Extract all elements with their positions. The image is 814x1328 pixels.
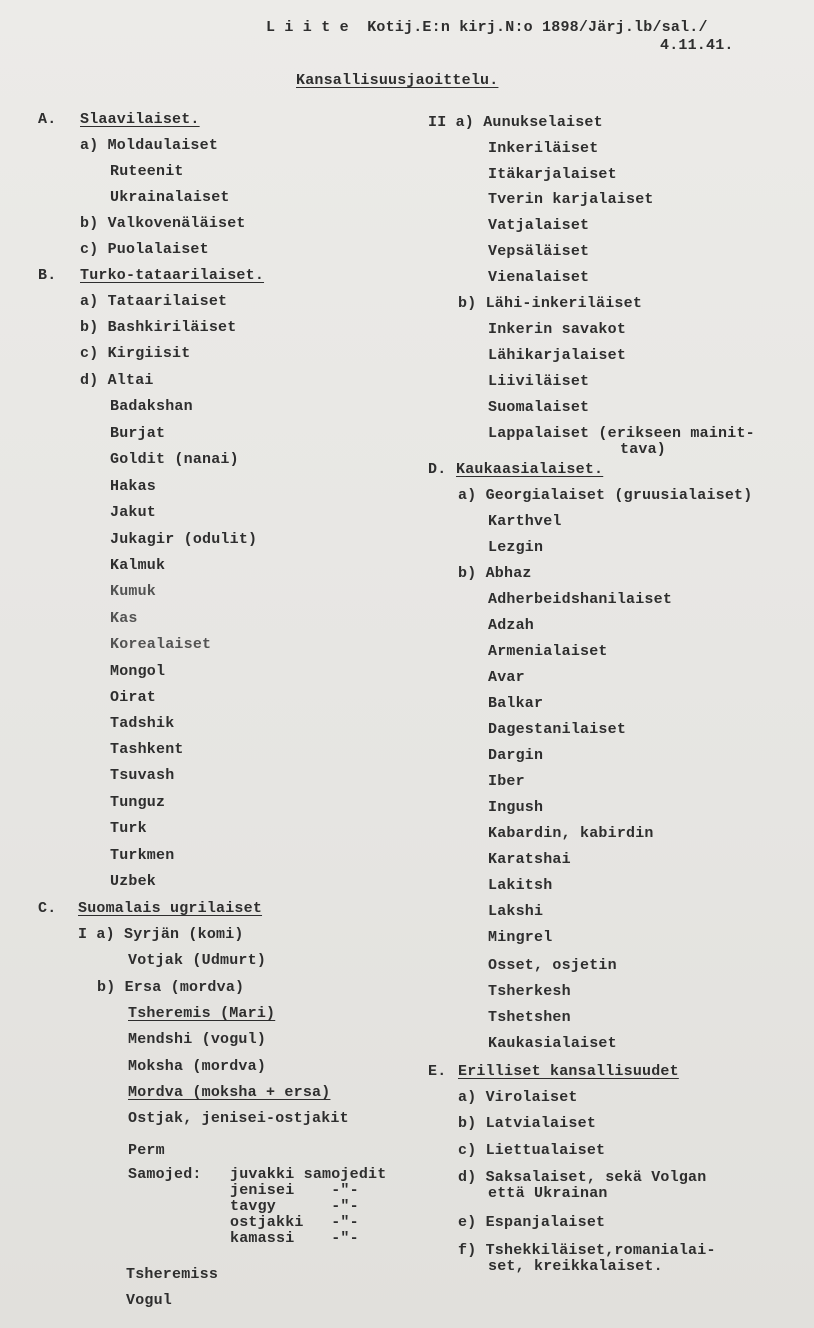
list-item: Dagestanilaiset (488, 721, 627, 738)
list-item: Adzah (488, 617, 535, 634)
list-item: Goldit (nanai) (110, 451, 239, 468)
samojed-subitem: jenisei -"- (230, 1182, 359, 1199)
list-item: Jukagir (odulit) (110, 531, 258, 548)
reference-line: L i i t e Kotij.E:n kirj.N:o 1898/Järj.lb/sal./ (266, 19, 708, 36)
list-item: Suomalaiset (488, 399, 590, 416)
list-item: Lakitsh (488, 877, 553, 894)
list-item: Vogul (126, 1292, 173, 1309)
list-item: b) Abhaz (458, 565, 532, 582)
list-item: Tunguz (110, 794, 166, 811)
list-item: Armenialaiset (488, 643, 608, 660)
list-item: Kumuk (110, 583, 157, 600)
samojed-subitem: juvakki samojedit (230, 1166, 387, 1183)
list-item: Tsherkesh (488, 983, 571, 1000)
list-item: Tsheremis (Mari) (128, 1005, 276, 1022)
list-item: Hakas (110, 478, 157, 495)
list-item: Avar (488, 669, 525, 686)
section-letter-e: E. (428, 1063, 447, 1080)
samojed-subitem: kamassi -"- (230, 1230, 359, 1247)
list-item: Ruteenit (110, 163, 184, 180)
list-item: Adherbeidshanilaiset (488, 591, 673, 608)
section-title-c: Suomalais ugrilaiset (78, 900, 263, 917)
list-item: Tverin karjalaiset (488, 191, 654, 208)
list-item: Ostjak, jenisei-ostjakit (128, 1110, 349, 1127)
list-item: I a) Syrjän (komi) (78, 926, 244, 943)
section-title-b: Turko-tataarilaiset. (80, 267, 265, 284)
list-item: Uzbek (110, 873, 157, 890)
list-item: Lakshi (488, 903, 544, 920)
list-item: Perm (128, 1142, 165, 1159)
list-item-continuation: set, kreikkalaiset. (488, 1258, 663, 1275)
list-item: Ingush (488, 799, 544, 816)
list-item: Osset, osjetin (488, 957, 617, 974)
list-item: b) Latvialaiset (458, 1115, 597, 1132)
list-item: c) Liettualaiset (458, 1142, 606, 1159)
list-item: Iber (488, 773, 525, 790)
list-item: Moksha (mordva) (128, 1058, 267, 1075)
list-item: c) Puolalaiset (80, 241, 209, 258)
list-item: Votjak (Udmurt) (128, 952, 267, 969)
section-letter-d: D. (428, 461, 447, 478)
samojed-subitem: ostjakki -"- (230, 1214, 359, 1231)
list-item: Vienalaiset (488, 269, 590, 286)
list-item: Lähikarjalaiset (488, 347, 627, 364)
list-item: Vepsäläiset (488, 243, 590, 260)
list-item: a) Georgialaiset (gruusialaiset) (458, 487, 753, 504)
list-item: Tadshik (110, 715, 175, 732)
list-item: Kalmuk (110, 557, 166, 574)
list-item: Mordva (moksha + ersa) (128, 1084, 331, 1101)
reference-date: 4.11.41. (660, 37, 734, 54)
list-item-continuation: tava) (620, 441, 667, 458)
list-item: b) Lähi-inkeriläiset (458, 295, 643, 312)
list-item: Tashkent (110, 741, 184, 758)
list-item: b) Ersa (mordva) (97, 979, 245, 996)
list-item: Turkmen (110, 847, 175, 864)
list-item: Mingrel (488, 929, 553, 946)
list-item: a) Virolaiset (458, 1089, 578, 1106)
list-item: Mendshi (vogul) (128, 1031, 267, 1048)
samojed-label: Samojed: (128, 1166, 202, 1183)
list-item: II a) Aunukselaiset (428, 114, 603, 131)
list-item: d) Altai (80, 372, 154, 389)
section-title-d: Kaukaasialaiset. (456, 461, 604, 478)
list-item: Kabardin, kabirdin (488, 825, 654, 842)
list-item: Tsuvash (110, 767, 175, 784)
list-item: Ukrainalaiset (110, 189, 230, 206)
list-item: Karatshai (488, 851, 571, 868)
list-item: Korealaiset (110, 636, 212, 653)
list-item: Oirat (110, 689, 157, 706)
list-item: Kas (110, 610, 138, 627)
section-title-a: Slaavilaiset. (80, 111, 200, 128)
list-item: Vatjalaiset (488, 217, 590, 234)
list-item: Balkar (488, 695, 544, 712)
samojed-subitem: tavgy -"- (230, 1198, 359, 1215)
list-item: f) Tshekkiläiset,romanialai- (458, 1242, 716, 1259)
list-item: Tsheremiss (126, 1266, 219, 1283)
list-item: Dargin (488, 747, 544, 764)
list-item: b) Valkovenäläiset (80, 215, 246, 232)
section-letter-a: A. (38, 111, 57, 128)
document-title: Kansallisuusjaoittelu. (296, 72, 499, 89)
list-item: Karthvel (488, 513, 562, 530)
list-item: Turk (110, 820, 147, 837)
list-item: Kaukasialaiset (488, 1035, 617, 1052)
list-item: Inkeriläiset (488, 140, 599, 157)
list-item: Inkerin savakot (488, 321, 627, 338)
section-letter-c: C. (38, 900, 57, 917)
section-letter-b: B. (38, 267, 57, 284)
list-item: Itäkarjalaiset (488, 166, 617, 183)
list-item: Jakut (110, 504, 157, 521)
list-item: b) Bashkiriläiset (80, 319, 237, 336)
list-item: Burjat (110, 425, 166, 442)
list-item: e) Espanjalaiset (458, 1214, 606, 1231)
list-item: Lezgin (488, 539, 544, 556)
list-item: Badakshan (110, 398, 193, 415)
list-item: d) Saksalaiset, sekä Volgan (458, 1169, 707, 1186)
list-item-continuation: että Ukrainan (488, 1185, 608, 1202)
list-item: Tshetshen (488, 1009, 571, 1026)
section-title-e: Erilliset kansallisuudet (458, 1063, 679, 1080)
list-item: a) Moldaulaiset (80, 137, 219, 154)
list-item: a) Tataarilaiset (80, 293, 228, 310)
list-item: c) Kirgiisit (80, 345, 191, 362)
list-item: Liiviläiset (488, 373, 590, 390)
list-item: Mongol (110, 663, 166, 680)
list-item: Lappalaiset (erikseen mainit- (488, 425, 755, 442)
